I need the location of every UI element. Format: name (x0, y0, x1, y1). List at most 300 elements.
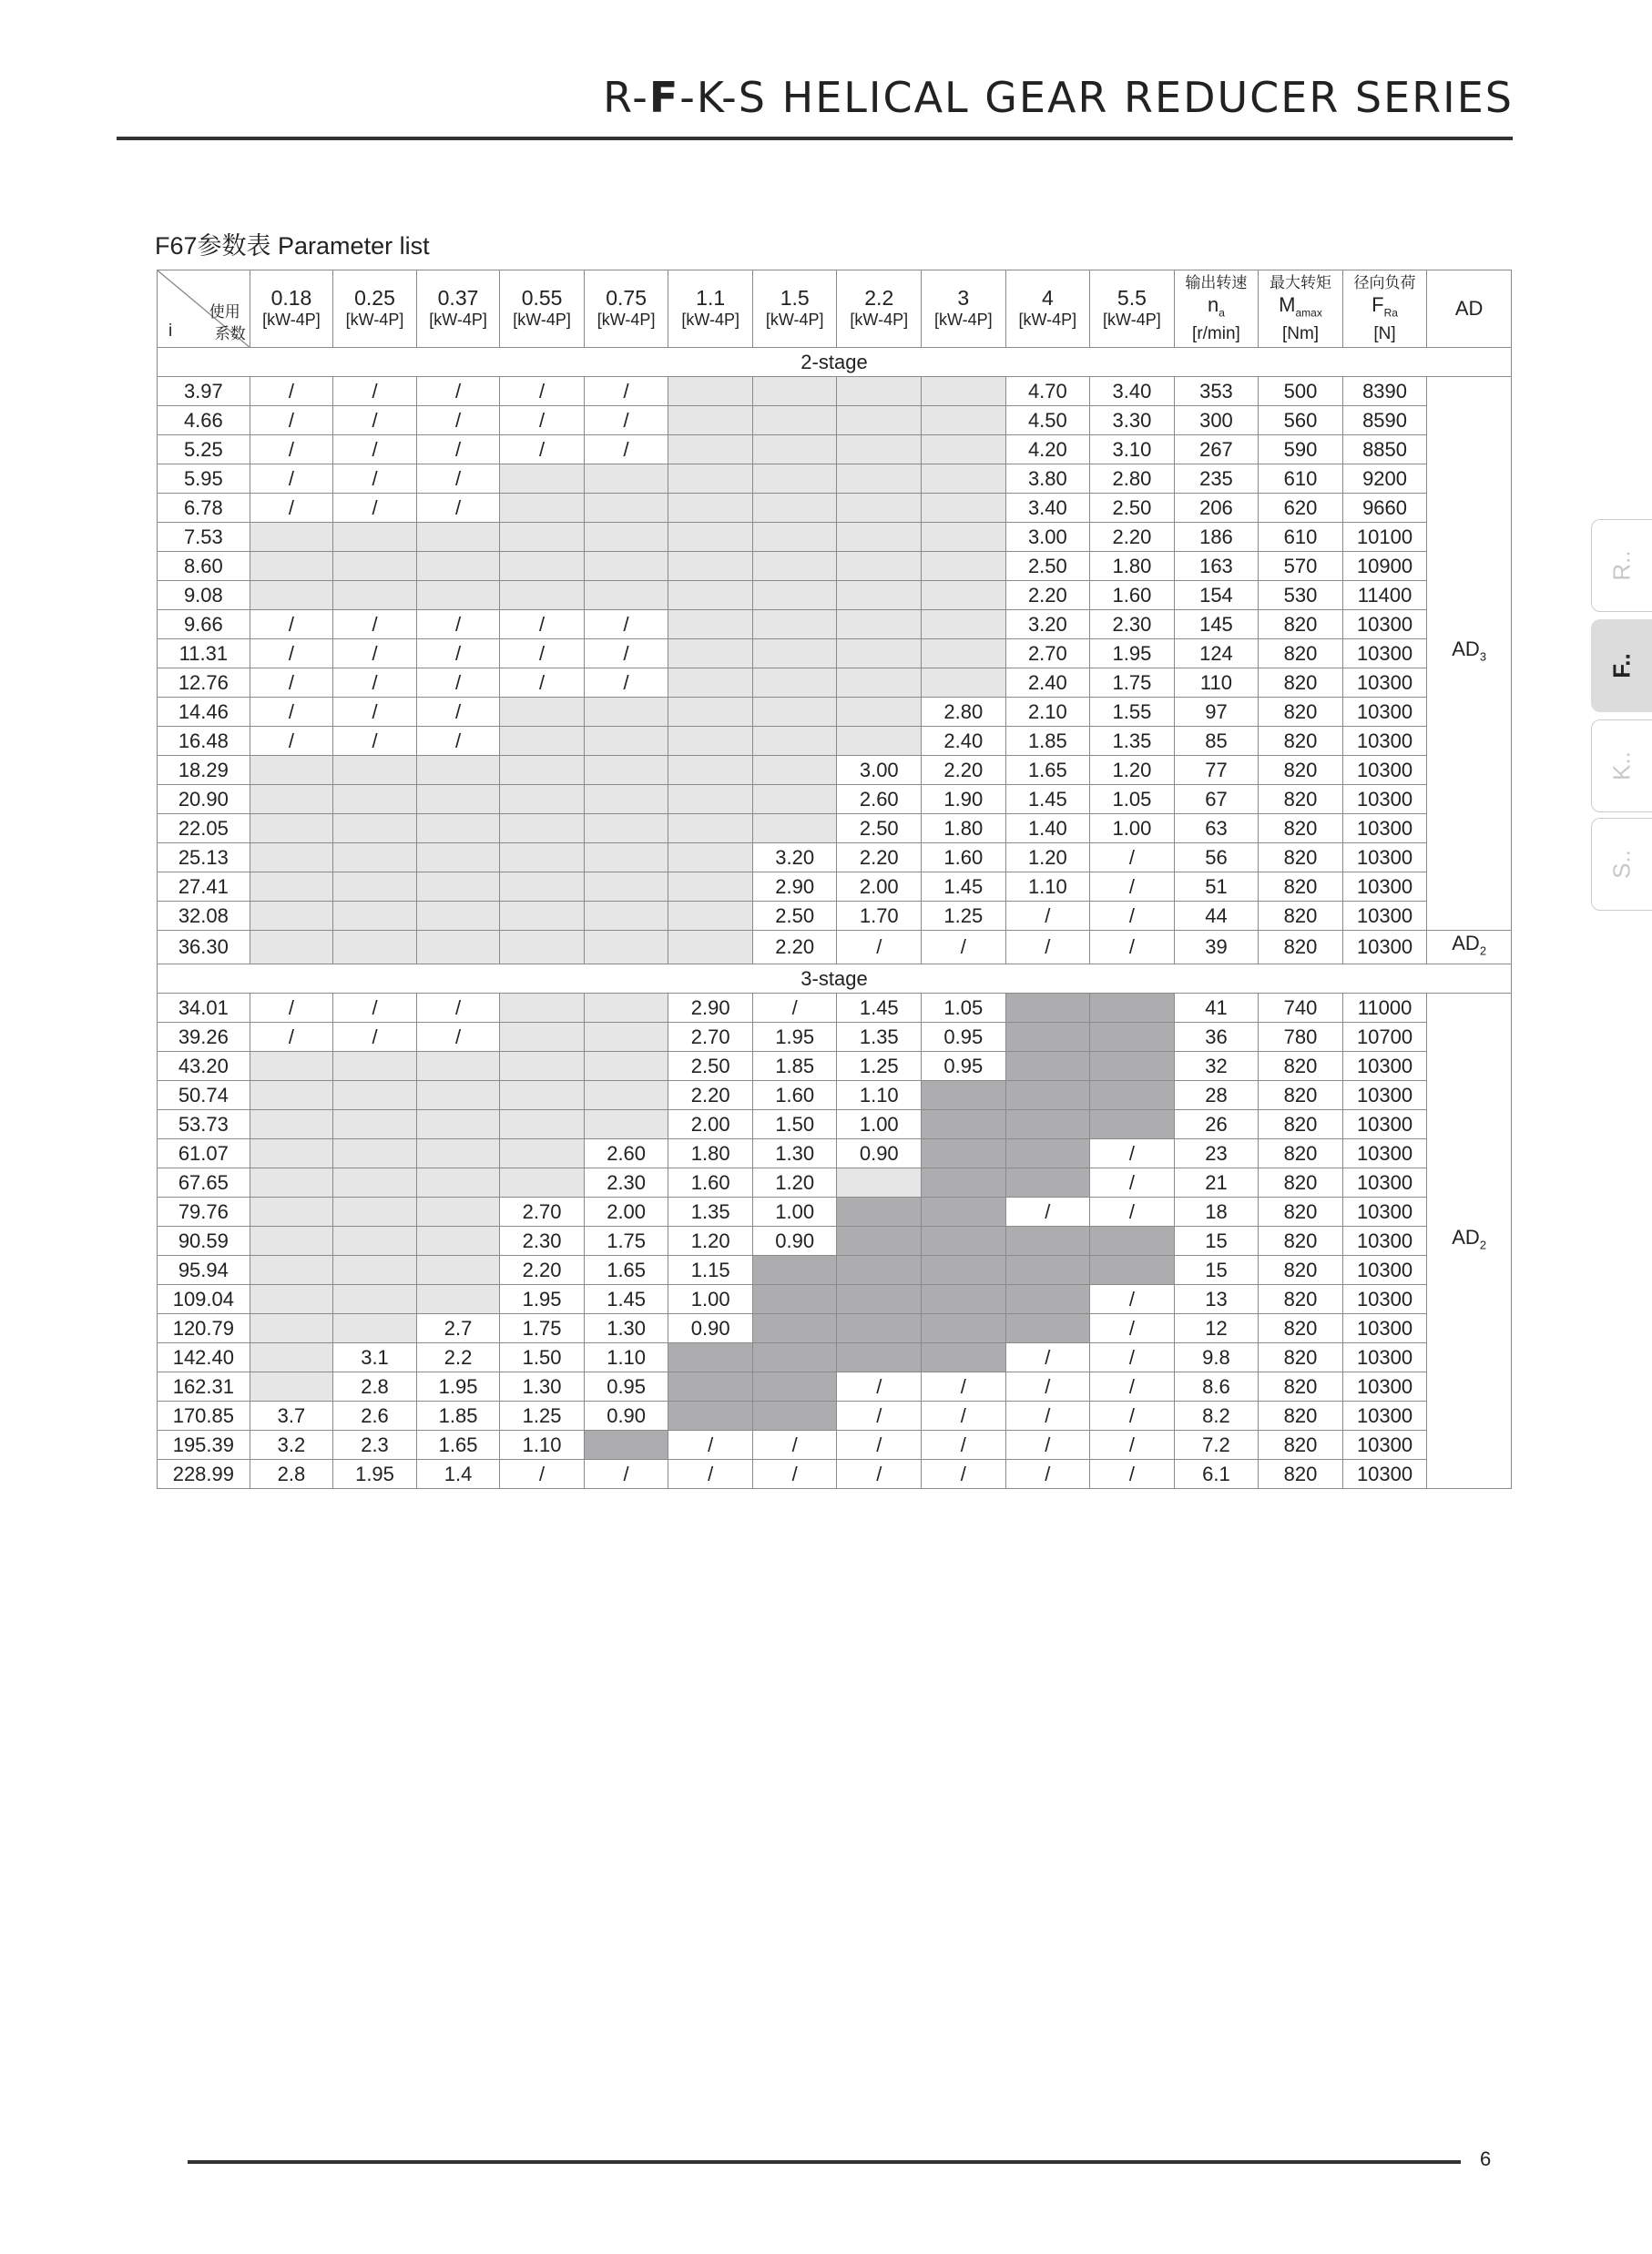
table-row (158, 994, 1512, 1023)
service-factor-cell (922, 523, 1006, 552)
service-factor-cell: 2.50 (837, 814, 922, 843)
radial-load-cell: 10300 (1342, 902, 1427, 931)
service-factor-cell (837, 552, 922, 581)
load-col-header (1342, 270, 1427, 348)
max-torque-cell: 820 (1259, 639, 1343, 668)
service-factor-cell: / (250, 639, 333, 668)
service-factor-cell (752, 756, 837, 785)
service-factor-cell (837, 406, 922, 435)
radial-load-cell: 10300 (1342, 843, 1427, 872)
power-value: 0.37 (437, 286, 479, 310)
ratio-cell: 22.05 (158, 814, 250, 843)
service-factor-cell (922, 435, 1006, 464)
service-factor-cell (922, 639, 1006, 668)
service-factor-cell: 1.95 (416, 1372, 500, 1402)
max-torque-cell: 820 (1259, 843, 1343, 872)
table-row (158, 1168, 1512, 1198)
side-tab-2[interactable] (1591, 619, 1652, 712)
service-factor-cell (500, 494, 585, 523)
service-factor-cell (416, 814, 500, 843)
service-factor-cell (500, 931, 585, 964)
service-factor-cell (752, 698, 837, 727)
service-factor-cell: 1.60 (922, 843, 1006, 872)
service-factor-cell: / (1005, 1198, 1090, 1227)
output-speed-cell: 23 (1174, 1139, 1259, 1168)
max-torque-cell: 820 (1259, 1431, 1343, 1460)
radial-load-cell: 10300 (1342, 1139, 1427, 1168)
ratio-cell: 142.40 (158, 1343, 250, 1372)
radial-load-cell: 10300 (1342, 1081, 1427, 1110)
service-factor-cell: / (837, 1460, 922, 1489)
max-torque-cell: 820 (1259, 1314, 1343, 1343)
service-factor-cell: 1.35 (837, 1023, 922, 1052)
table-body (158, 348, 1512, 1489)
service-factor-cell (584, 698, 668, 727)
radial-load-cell: 10300 (1342, 1314, 1427, 1343)
radial-load-cell: 9200 (1342, 464, 1427, 494)
service-factor-cell (500, 1168, 585, 1198)
service-factor-cell: 3.7 (250, 1402, 333, 1431)
service-factor-cell: 2.70 (668, 1023, 753, 1052)
output-speed-cell: 44 (1174, 902, 1259, 931)
service-factor-cell (922, 406, 1006, 435)
power-col-header (752, 270, 837, 348)
service-factor-cell: / (1005, 1343, 1090, 1372)
service-factor-cell: 1.45 (1005, 785, 1090, 814)
service-factor-cell: 1.50 (752, 1110, 837, 1139)
ratio-cell: 5.95 (158, 464, 250, 494)
service-factor-cell (584, 785, 668, 814)
service-factor-cell: 3.1 (333, 1343, 417, 1372)
radial-load-cell: 10300 (1342, 756, 1427, 785)
service-factor-cell: 1.95 (500, 1285, 585, 1314)
service-factor-cell: / (1090, 843, 1175, 872)
max-torque-cell: 740 (1259, 994, 1343, 1023)
service-factor-cell: 0.90 (584, 1402, 668, 1431)
service-factor-cell: / (584, 668, 668, 698)
max-torque-cell: 820 (1259, 1168, 1343, 1198)
output-speed-cell: 206 (1174, 494, 1259, 523)
service-factor-cell (752, 639, 837, 668)
service-factor-cell: 2.20 (1005, 581, 1090, 610)
service-factor-cell (250, 1256, 333, 1285)
service-factor-cell (752, 1402, 837, 1431)
max-torque-cell: 820 (1259, 1052, 1343, 1081)
service-factor-cell (922, 1198, 1006, 1227)
ratio-cell: 34.01 (158, 994, 250, 1023)
service-factor-cell: 2.80 (922, 698, 1006, 727)
service-factor-cell: 1.95 (333, 1460, 417, 1489)
table-row (158, 1431, 1512, 1460)
service-factor-cell (922, 1168, 1006, 1198)
service-factor-cell (1005, 1081, 1090, 1110)
service-factor-cell: 1.15 (668, 1256, 753, 1285)
ratio-cell: 195.39 (158, 1431, 250, 1460)
service-factor-cell (584, 756, 668, 785)
service-factor-cell: 2.50 (1090, 494, 1175, 523)
service-factor-cell (333, 1110, 417, 1139)
table-row (158, 1227, 1512, 1256)
service-factor-cell (584, 727, 668, 756)
service-factor-cell: 4.50 (1005, 406, 1090, 435)
service-factor-cell: 0.90 (668, 1314, 753, 1343)
output-speed-cell: 36 (1174, 1023, 1259, 1052)
service-factor-cell: 2.60 (837, 785, 922, 814)
service-factor-cell: / (416, 698, 500, 727)
service-factor-cell (668, 610, 753, 639)
radial-load-cell: 10300 (1342, 1256, 1427, 1285)
output-speed-cell: 13 (1174, 1285, 1259, 1314)
header-title (603, 73, 1514, 122)
side-tab-3[interactable] (1591, 719, 1652, 812)
service-factor-cell (333, 931, 417, 964)
service-factor-cell (922, 552, 1006, 581)
service-factor-cell (922, 581, 1006, 610)
service-factor-cell (1005, 1168, 1090, 1198)
table-row (158, 1198, 1512, 1227)
service-factor-cell: 1.60 (1090, 581, 1175, 610)
service-factor-cell (416, 872, 500, 902)
radial-load-cell: 10900 (1342, 552, 1427, 581)
service-factor-cell (500, 523, 585, 552)
side-tab-label: R.. (1607, 550, 1636, 581)
service-factor-cell (922, 1256, 1006, 1285)
service-factor-cell (416, 756, 500, 785)
service-factor-cell: / (922, 1372, 1006, 1402)
service-factor-cell: 2.00 (668, 1110, 753, 1139)
service-factor-cell: 1.85 (1005, 727, 1090, 756)
service-factor-cell (250, 1285, 333, 1314)
table-row (158, 1402, 1512, 1431)
power-unit: [kW-4P] (345, 311, 404, 329)
table-row (158, 1372, 1512, 1402)
max-torque-cell: 820 (1259, 1110, 1343, 1139)
service-factor-cell (752, 406, 837, 435)
max-torque-cell: 590 (1259, 435, 1343, 464)
max-torque-cell: 820 (1259, 931, 1343, 964)
output-speed-cell: 51 (1174, 872, 1259, 902)
output-speed-cell: 39 (1174, 931, 1259, 964)
service-factor-cell: 1.85 (752, 1052, 837, 1081)
service-factor-cell: / (333, 727, 417, 756)
table-row (158, 523, 1512, 552)
ratio-cell: 162.31 (158, 1372, 250, 1402)
ratio-cell: 8.60 (158, 552, 250, 581)
radial-load-cell: 8390 (1342, 377, 1427, 406)
service-factor-cell: / (1005, 1431, 1090, 1460)
corner-i-label: i (168, 321, 173, 341)
power-value: 0.55 (521, 286, 563, 310)
radial-load-cell: 10100 (1342, 523, 1427, 552)
radial-load-cell: 10300 (1342, 698, 1427, 727)
output-speed-cell: 21 (1174, 1168, 1259, 1198)
service-factor-cell (1005, 1227, 1090, 1256)
service-factor-cell: 2.8 (250, 1460, 333, 1489)
service-factor-cell (416, 1198, 500, 1227)
service-factor-cell: / (333, 494, 417, 523)
service-factor-cell: 2.00 (584, 1198, 668, 1227)
service-factor-cell: / (752, 1431, 837, 1460)
side-tab-4[interactable] (1591, 818, 1652, 911)
output-speed-cell: 124 (1174, 639, 1259, 668)
service-factor-cell (752, 610, 837, 639)
service-factor-cell (922, 494, 1006, 523)
table-row (158, 668, 1512, 698)
service-factor-cell: 1.80 (668, 1139, 753, 1168)
service-factor-cell (668, 872, 753, 902)
table-row (158, 610, 1512, 639)
service-factor-cell (416, 581, 500, 610)
service-factor-cell (752, 552, 837, 581)
power-value: 1.5 (780, 286, 810, 310)
max-torque-cell: 570 (1259, 552, 1343, 581)
service-factor-cell (668, 639, 753, 668)
service-factor-cell (922, 1314, 1006, 1343)
service-factor-cell: / (500, 377, 585, 406)
radial-load-cell: 10300 (1342, 1168, 1427, 1198)
power-unit: [kW-4P] (262, 311, 321, 329)
service-factor-cell (922, 1343, 1006, 1372)
service-factor-cell (752, 435, 837, 464)
service-factor-cell: 2.10 (1005, 698, 1090, 727)
service-factor-cell (333, 1198, 417, 1227)
ratio-cell: 120.79 (158, 1314, 250, 1343)
service-factor-cell (668, 464, 753, 494)
power-unit: [kW-4P] (513, 311, 571, 329)
service-factor-cell: / (416, 668, 500, 698)
ratio-cell: 228.99 (158, 1460, 250, 1489)
service-factor-cell: / (752, 994, 837, 1023)
service-factor-cell (250, 902, 333, 931)
output-speed-cell: 6.1 (1174, 1460, 1259, 1489)
side-tab-1[interactable] (1591, 519, 1652, 612)
corner-factor-label: 系数 (214, 325, 246, 342)
output-speed-cell: 26 (1174, 1110, 1259, 1139)
ratio-cell: 5.25 (158, 435, 250, 464)
service-factor-cell (668, 756, 753, 785)
ratio-cell: 16.48 (158, 727, 250, 756)
table-row (158, 1023, 1512, 1052)
service-factor-cell (922, 1139, 1006, 1168)
ratio-cell: 109.04 (158, 1285, 250, 1314)
service-factor-cell (250, 872, 333, 902)
service-factor-cell: / (1090, 1139, 1175, 1168)
service-factor-cell (752, 1314, 837, 1343)
service-factor-cell: / (1090, 1314, 1175, 1343)
service-factor-cell: / (1090, 1460, 1175, 1489)
service-factor-cell: 1.80 (1090, 552, 1175, 581)
service-factor-cell (250, 581, 333, 610)
service-factor-cell: / (1090, 1198, 1175, 1227)
service-factor-cell: 2.80 (1090, 464, 1175, 494)
radial-load-cell: 10300 (1342, 1402, 1427, 1431)
table-row (158, 1314, 1512, 1343)
service-factor-cell: / (333, 377, 417, 406)
service-factor-cell (584, 994, 668, 1023)
output-speed-cell: 18 (1174, 1198, 1259, 1227)
service-factor-cell: / (416, 377, 500, 406)
table-row (158, 698, 1512, 727)
service-factor-cell (837, 1227, 922, 1256)
service-factor-cell (1005, 1052, 1090, 1081)
service-factor-cell: / (584, 610, 668, 639)
service-factor-cell (837, 1285, 922, 1314)
service-factor-cell (922, 1110, 1006, 1139)
col-symbol: $F_{Ra}$ (1372, 292, 1398, 320)
service-factor-cell (416, 1227, 500, 1256)
power-unit: [kW-4P] (850, 311, 909, 329)
power-value: 2.2 (864, 286, 894, 310)
service-factor-cell (584, 1431, 668, 1460)
max-torque-cell: 560 (1259, 406, 1343, 435)
service-factor-cell: / (752, 1460, 837, 1489)
service-factor-cell (668, 523, 753, 552)
service-factor-cell (752, 1285, 837, 1314)
power-unit: [kW-4P] (681, 311, 739, 329)
service-factor-cell: / (333, 994, 417, 1023)
service-factor-cell (584, 523, 668, 552)
service-factor-cell (333, 1168, 417, 1198)
service-factor-cell (333, 1227, 417, 1256)
service-factor-cell: / (416, 435, 500, 464)
service-factor-cell: / (416, 406, 500, 435)
service-factor-cell: 2.20 (500, 1256, 585, 1285)
service-factor-cell: 2.20 (752, 931, 837, 964)
service-factor-cell (500, 464, 585, 494)
service-factor-cell (668, 377, 753, 406)
service-factor-cell: / (250, 494, 333, 523)
side-tab-label: S.. (1607, 850, 1636, 879)
ratio-cell: 20.90 (158, 785, 250, 814)
output-speed-cell: 32 (1174, 1052, 1259, 1081)
service-factor-cell: 1.4 (416, 1460, 500, 1489)
service-factor-cell: 3.00 (1005, 523, 1090, 552)
service-factor-cell: / (1090, 1285, 1175, 1314)
service-factor-cell: / (922, 931, 1006, 964)
table-row (158, 377, 1512, 406)
service-factor-cell (416, 523, 500, 552)
service-factor-cell: 1.35 (1090, 727, 1175, 756)
service-factor-cell (500, 843, 585, 872)
service-factor-cell (752, 1372, 837, 1402)
radial-load-cell: 10300 (1342, 1198, 1427, 1227)
service-factor-cell (1090, 1081, 1175, 1110)
service-factor-cell (250, 1081, 333, 1110)
service-factor-cell: 1.20 (1090, 756, 1175, 785)
service-factor-cell: 1.60 (752, 1081, 837, 1110)
service-factor-cell: / (837, 1372, 922, 1402)
service-factor-cell: 1.60 (668, 1168, 753, 1198)
max-torque-cell: 820 (1259, 1402, 1343, 1431)
service-factor-cell: / (837, 931, 922, 964)
service-factor-cell (250, 1343, 333, 1372)
max-torque-cell: 820 (1259, 1198, 1343, 1227)
output-speed-cell: 353 (1174, 377, 1259, 406)
service-factor-cell (416, 931, 500, 964)
ratio-cell: 32.08 (158, 902, 250, 931)
max-torque-cell: 500 (1259, 377, 1343, 406)
service-factor-cell (1005, 994, 1090, 1023)
service-factor-cell: 2.30 (584, 1168, 668, 1198)
service-factor-cell: 2.90 (668, 994, 753, 1023)
ad-cell: $AD_3$ (1427, 377, 1512, 931)
service-factor-cell: 3.10 (1090, 435, 1175, 464)
output-speed-cell: 15 (1174, 1227, 1259, 1256)
service-factor-cell (584, 1052, 668, 1081)
service-factor-cell (500, 698, 585, 727)
service-factor-cell (1005, 1285, 1090, 1314)
service-factor-cell (333, 814, 417, 843)
service-factor-cell (668, 1372, 753, 1402)
service-factor-cell (837, 464, 922, 494)
service-factor-cell (837, 1198, 922, 1227)
service-factor-cell (752, 1343, 837, 1372)
service-factor-cell (837, 727, 922, 756)
service-factor-cell: / (922, 1431, 1006, 1460)
table-row (158, 756, 1512, 785)
service-factor-cell: / (333, 406, 417, 435)
service-factor-cell (922, 464, 1006, 494)
power-value: 0.75 (606, 286, 647, 310)
service-factor-cell: 2.50 (1005, 552, 1090, 581)
service-factor-cell: 3.00 (837, 756, 922, 785)
service-factor-cell: 2.8 (333, 1372, 417, 1402)
max-torque-cell: 820 (1259, 872, 1343, 902)
service-factor-cell (668, 843, 753, 872)
max-torque-cell: 820 (1259, 727, 1343, 756)
service-factor-cell: 1.00 (1090, 814, 1175, 843)
radial-load-cell: 10300 (1342, 668, 1427, 698)
service-factor-cell (837, 1343, 922, 1372)
service-factor-cell (333, 1285, 417, 1314)
output-speed-cell: 8.2 (1174, 1402, 1259, 1431)
table-row (158, 843, 1512, 872)
service-factor-cell: / (416, 494, 500, 523)
radial-load-cell: 10300 (1342, 1460, 1427, 1489)
ratio-cell: 50.74 (158, 1081, 250, 1110)
output-speed-cell: 41 (1174, 994, 1259, 1023)
radial-load-cell: 10300 (1342, 1227, 1427, 1256)
output-speed-cell: 163 (1174, 552, 1259, 581)
radial-load-cell: 10300 (1342, 1372, 1427, 1402)
service-factor-cell: 1.85 (416, 1402, 500, 1431)
service-factor-cell (668, 494, 753, 523)
service-factor-cell: 3.30 (1090, 406, 1175, 435)
service-factor-cell: / (250, 698, 333, 727)
output-speed-cell: 186 (1174, 523, 1259, 552)
service-factor-cell: 1.25 (837, 1052, 922, 1081)
service-factor-cell (584, 1023, 668, 1052)
service-factor-cell: / (500, 639, 585, 668)
service-factor-cell (1005, 1256, 1090, 1285)
service-factor-cell: / (1005, 902, 1090, 931)
ad-cell: $AD_2$ (1427, 994, 1512, 1489)
radial-load-cell: 10300 (1342, 1110, 1427, 1139)
service-factor-cell: / (584, 1460, 668, 1489)
service-factor-cell: / (584, 406, 668, 435)
power-unit: [kW-4P] (1018, 311, 1077, 329)
col-unit: [Nm] (1281, 324, 1320, 344)
service-factor-cell (668, 931, 753, 964)
service-factor-cell: 2.40 (922, 727, 1006, 756)
service-factor-cell: 1.00 (752, 1198, 837, 1227)
service-factor-cell: / (333, 1023, 417, 1052)
service-factor-cell: 2.50 (752, 902, 837, 931)
service-factor-cell (250, 931, 333, 964)
radial-load-cell: 10300 (1342, 1431, 1427, 1460)
service-factor-cell: / (668, 1431, 753, 1460)
service-factor-cell (1005, 1314, 1090, 1343)
